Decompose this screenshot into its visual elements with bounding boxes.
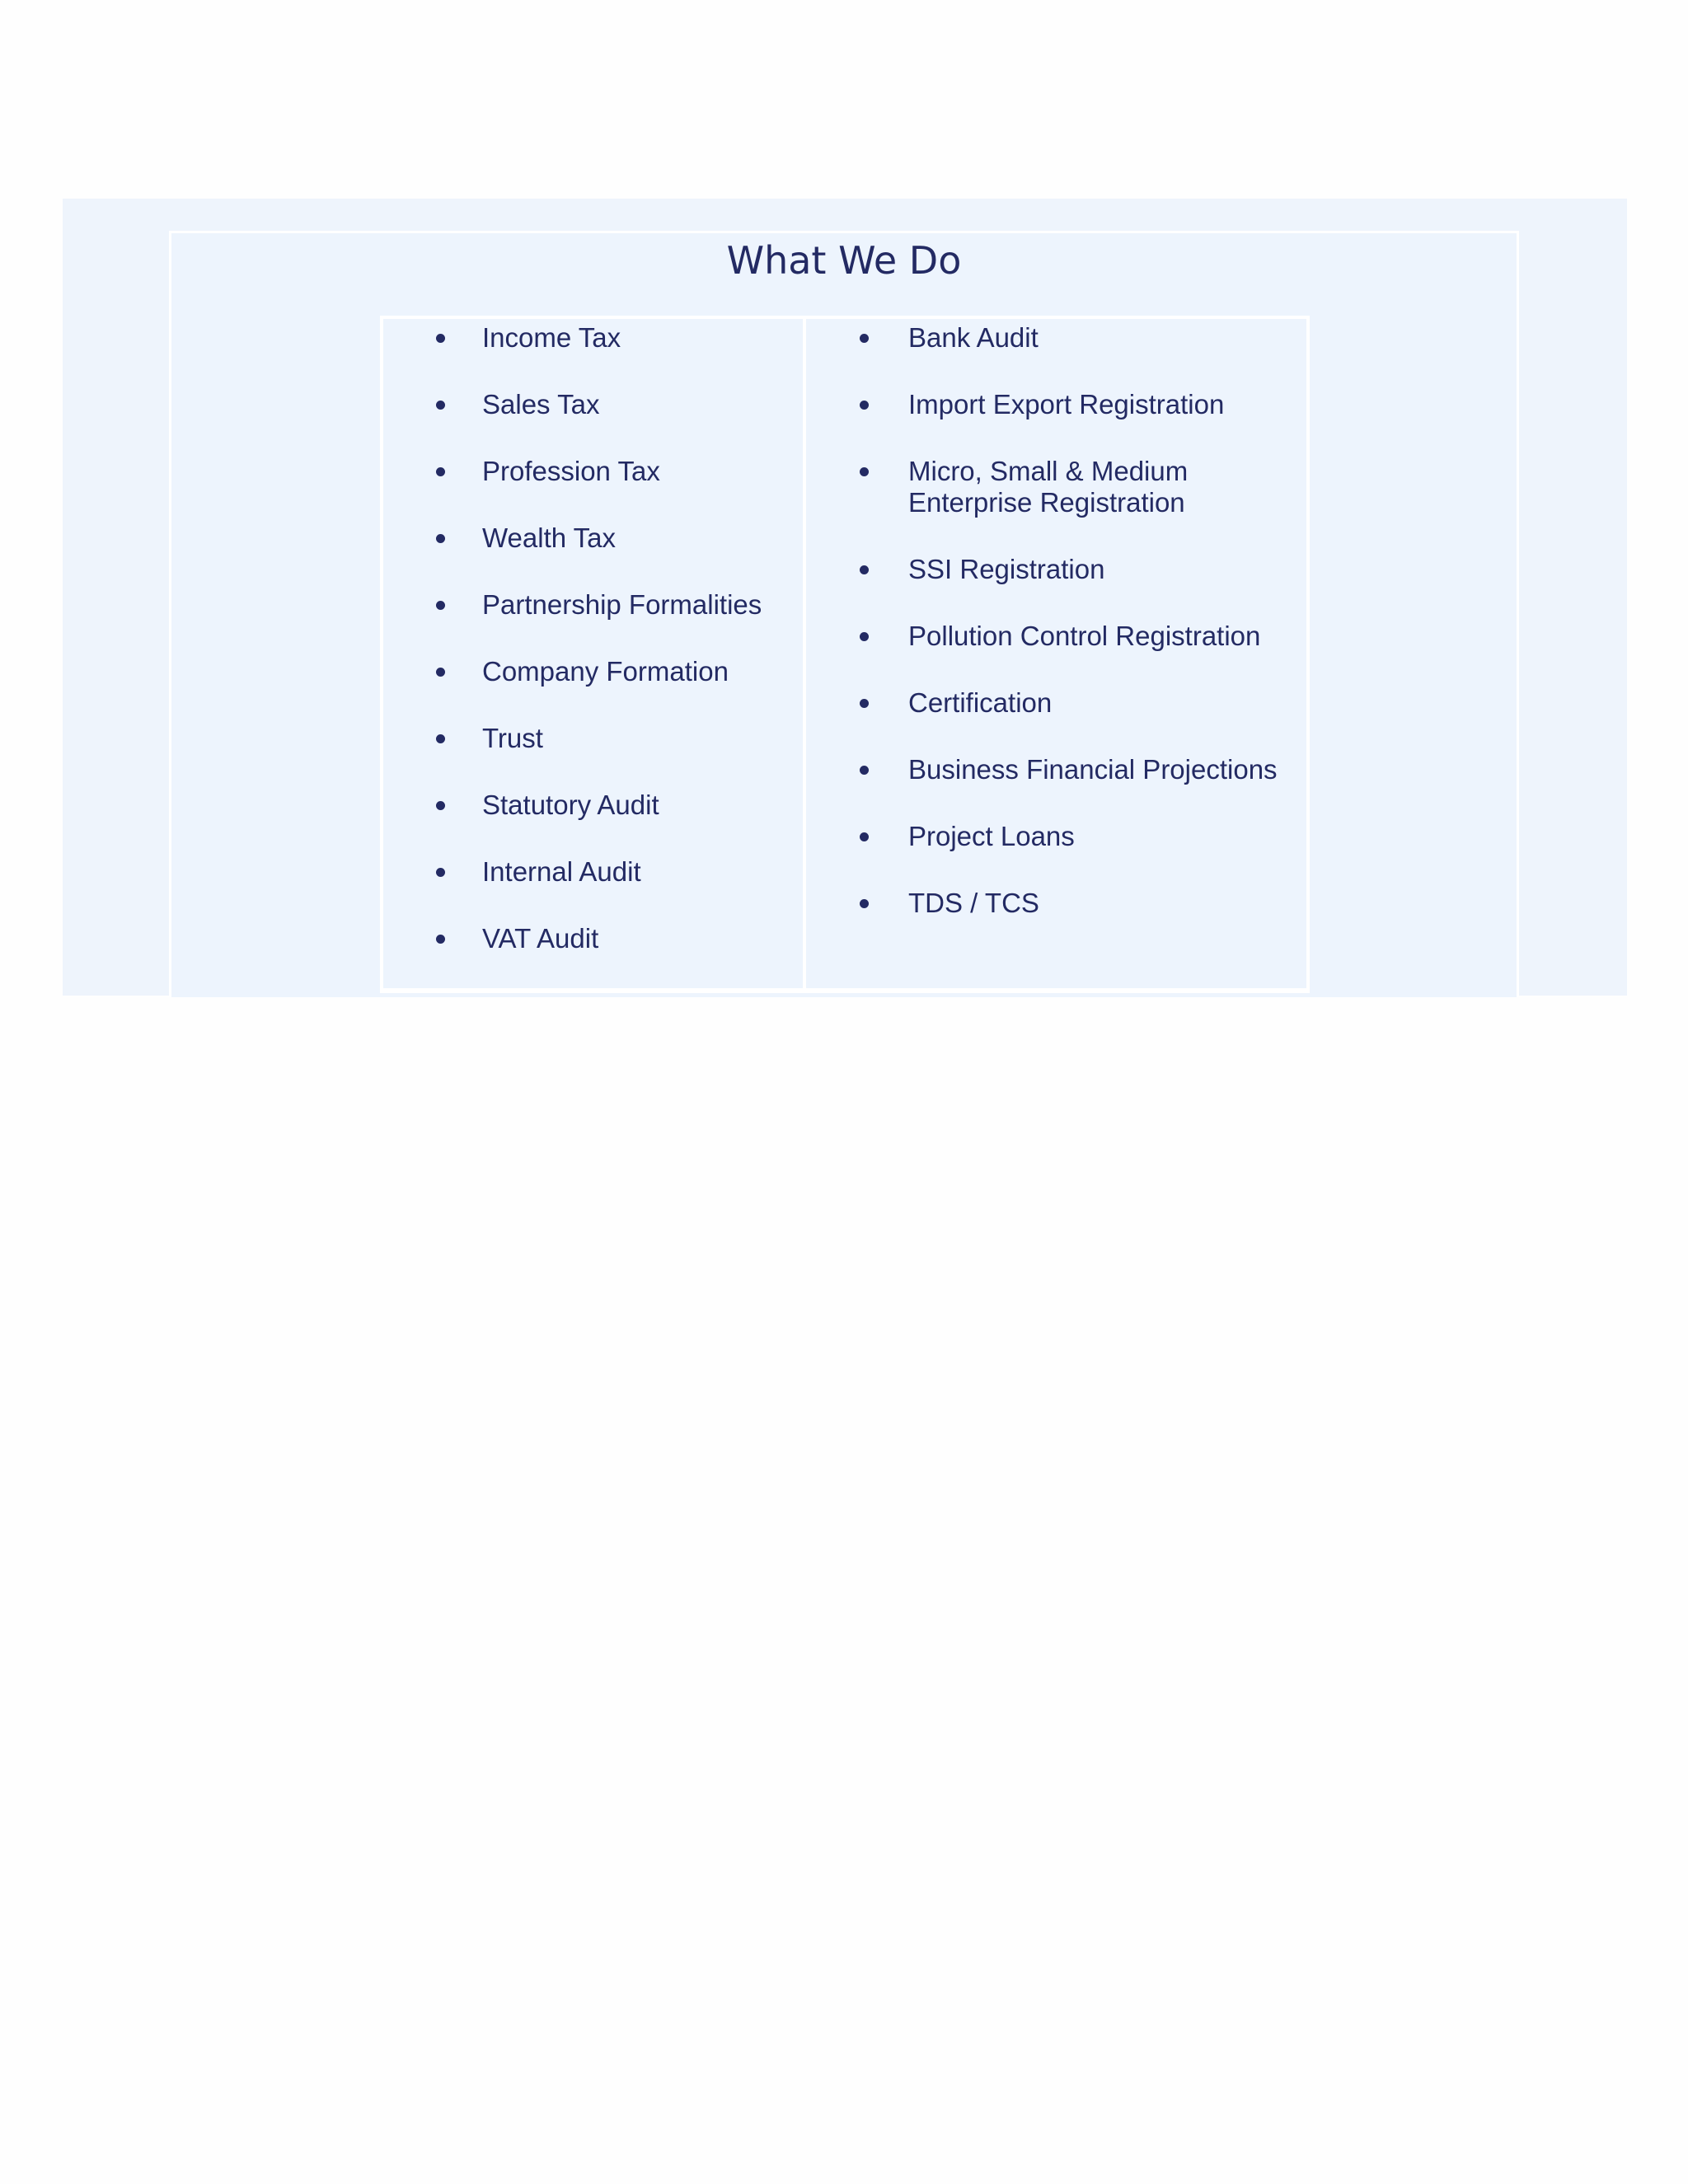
list-item [806, 687, 1306, 719]
bullet-icon [436, 935, 445, 944]
list-item-label: Internal Audit [482, 856, 641, 887]
services-list-left [383, 322, 803, 954]
list-item [383, 589, 803, 621]
services-panel [169, 231, 1519, 997]
list-item-label: Micro, Small & Medium Enterprise Registration [908, 456, 1189, 518]
list-item-label: Pollution Control Registration [908, 621, 1261, 651]
list-item-label: Sales Tax [482, 389, 600, 419]
bullet-icon [860, 565, 869, 574]
list-item-label: Import Export Registration [908, 389, 1225, 419]
list-item-label: TDS / TCS [908, 888, 1039, 918]
bullet-icon [860, 334, 869, 343]
section-title: What We Do [726, 238, 962, 283]
list-item [383, 523, 803, 554]
list-item [806, 754, 1306, 785]
bullet-icon [436, 868, 445, 877]
list-item [383, 322, 803, 354]
list-item-label: Income Tax [482, 322, 621, 353]
list-item [806, 888, 1306, 919]
bullet-icon [860, 467, 869, 476]
list-item [806, 389, 1306, 420]
list-item-label: Wealth Tax [482, 523, 617, 553]
list-item-label: Company Formation [482, 656, 729, 687]
list-item-label: Bank Audit [908, 322, 1039, 353]
list-item [806, 621, 1306, 652]
list-item [383, 923, 803, 954]
list-item [383, 790, 803, 821]
list-item-label: VAT Audit [482, 923, 599, 954]
bullet-icon [436, 334, 445, 343]
services-column-right [803, 316, 1310, 993]
bullet-icon [436, 668, 445, 677]
list-item-label: Project Loans [908, 821, 1075, 851]
list-item [806, 554, 1306, 585]
list-item-label: Business Financial Projections [908, 754, 1278, 785]
bullet-icon [436, 534, 445, 543]
services-column-left [380, 316, 806, 993]
bullet-icon [436, 801, 445, 810]
bullet-icon [436, 601, 445, 610]
list-item-label: SSI Registration [908, 554, 1105, 584]
bullet-icon [860, 401, 869, 410]
list-item-label: Certification [908, 687, 1053, 718]
bullet-icon [860, 632, 869, 641]
bullet-icon [436, 467, 445, 476]
bullet-icon [860, 899, 869, 908]
list-item-label: Statutory Audit [482, 790, 659, 820]
list-item [806, 821, 1306, 852]
bullet-icon [860, 699, 869, 708]
list-item [806, 322, 1306, 354]
list-item [383, 456, 803, 487]
list-item [383, 389, 803, 420]
list-item-label: Partnership Formalities [482, 589, 762, 620]
list-item [806, 456, 1306, 518]
list-item [383, 723, 803, 754]
list-item-label: Trust [482, 723, 543, 753]
services-list-right [806, 322, 1306, 919]
bullet-icon [860, 766, 869, 775]
list-item-label: Profession Tax [482, 456, 660, 486]
bullet-icon [436, 734, 445, 743]
list-item [383, 856, 803, 888]
list-item [383, 656, 803, 687]
bullet-icon [436, 401, 445, 410]
bullet-icon [860, 832, 869, 841]
